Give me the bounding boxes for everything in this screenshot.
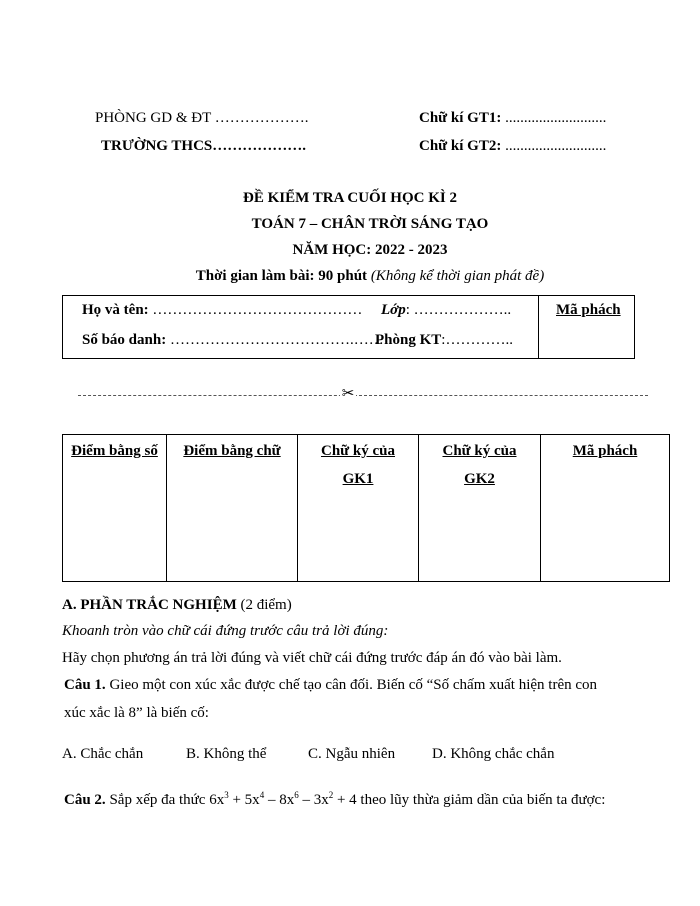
poly-exp-2: 4 (259, 790, 265, 800)
exam-time (0, 268, 700, 285)
poly-term-4: – 3x (298, 792, 329, 808)
student-info-box (62, 295, 635, 359)
exam-room-dots: :………….. (441, 332, 513, 348)
question-2-label: Câu 2. (64, 792, 106, 808)
exam-room-field[interactable] (375, 332, 513, 349)
question-2 (64, 790, 605, 809)
poly-term-2: + 5x (228, 792, 260, 808)
examiner1-signature-dots: ........................... (501, 110, 607, 126)
question-1-option-a[interactable]: A. Chắc chắn (62, 746, 144, 762)
poly-term-1: 6x (209, 792, 225, 808)
exam-title: ĐỀ KIỂM TRA CUỐI HỌC KÌ 2 (243, 190, 457, 206)
question-1-label: Câu 1. (64, 677, 106, 693)
question-1-option-b[interactable]: B. Không thể (186, 746, 267, 762)
exam-subject: TOÁN 7 – CHÂN TRỜI SÁNG TẠO (251, 216, 489, 232)
question-1-option-d[interactable]: D. Không chắc chắn (432, 746, 555, 762)
score-words-header: Điểm bằng chữ (183, 443, 281, 459)
question-1 (64, 677, 597, 694)
grader1-signature-cell (298, 435, 419, 582)
grader2-signature-cell (419, 435, 541, 582)
score-table-row (63, 435, 670, 582)
question-1-text: Gieo một con xúc xắc được chế tạo cân đối. Biến cố “Số chấm xuất hiện trên con (105, 677, 598, 693)
examiner2-signature-dots: ........................... (501, 138, 607, 154)
poly-exp-4: 2 (328, 790, 334, 800)
school-label: TRƯỜNG THCS………………. (101, 138, 307, 154)
question-2-polynomial (209, 792, 356, 808)
poly-term-5: + 4 (333, 792, 357, 808)
student-name-label: Họ và tên: (82, 302, 149, 318)
score-table (62, 434, 670, 582)
score-number-header: Điểm bằng số (71, 443, 158, 459)
exam-time-label: Thời gian làm bài: 90 phút (195, 268, 371, 284)
class-field[interactable] (381, 302, 511, 319)
exam-room-label: Phòng KT (375, 332, 442, 348)
candidate-number-label: Số báo danh: (82, 332, 167, 348)
secret-code-cell (541, 435, 670, 582)
info-box-divider (538, 296, 539, 358)
student-name-dots: …………………………………… (148, 302, 363, 318)
candidate-number-dots: ……………………………….…… (166, 332, 384, 348)
question-2-text-before: Sắp xếp đa thức (105, 792, 210, 808)
exam-time-note: (Không kể thời gian phát đề) (370, 268, 545, 284)
grader1-label: GK1 (342, 471, 374, 487)
section-a-instruction: Hãy chọn phương án trả lời đúng và viết chữ cái đứng trước đáp án đó vào bài làm. (62, 650, 562, 666)
class-label: Lớp (381, 302, 406, 318)
section-a-title (62, 597, 292, 614)
secret-code-label: Mã phách (556, 302, 621, 318)
class-dots: : ……………….. (405, 302, 512, 318)
candidate-number-field[interactable] (82, 332, 384, 349)
examiner2-signature (419, 138, 606, 155)
score-number-cell (63, 435, 167, 582)
question-1-option-c[interactable]: C. Ngẫu nhiên (308, 746, 396, 762)
question-2-text-after: theo lũy thừa giảm dần của biến ta được: (356, 792, 606, 808)
poly-exp-3: 6 (294, 790, 299, 800)
section-a-instruction-italic: Khoanh tròn vào chữ cái đứng trước câu trả lời đúng: (62, 623, 389, 639)
poly-term-3: – 8x (264, 792, 295, 808)
section-a-points: (2 điểm) (236, 597, 292, 613)
score-words-cell (167, 435, 298, 582)
grader2-label: GK2 (464, 471, 495, 487)
poly-exp-1: 3 (224, 790, 229, 800)
secret-code-header: Mã phách (572, 443, 638, 459)
student-name-field[interactable] (82, 302, 362, 319)
department-label: PHÒNG GD & ĐT ………………. (95, 110, 309, 126)
examiner1-signature (419, 110, 606, 127)
school-year: NĂM HỌC: 2022 - 2023 (292, 242, 448, 258)
examiner2-signature-label: Chữ kí GT2: (419, 138, 502, 154)
scissors-icon: ✂ (341, 386, 355, 402)
question-1-text-cont: xúc xắc là 8” là biến cố: (64, 705, 209, 721)
grader2-signature-header: Chữ ký của (442, 443, 517, 459)
cut-line (78, 395, 648, 396)
grader1-signature-header: Chữ ký của (320, 443, 396, 459)
section-a-heading: A. PHẦN TRẮC NGHIỆM (62, 597, 237, 613)
examiner1-signature-label: Chữ kí GT1: (419, 110, 502, 126)
